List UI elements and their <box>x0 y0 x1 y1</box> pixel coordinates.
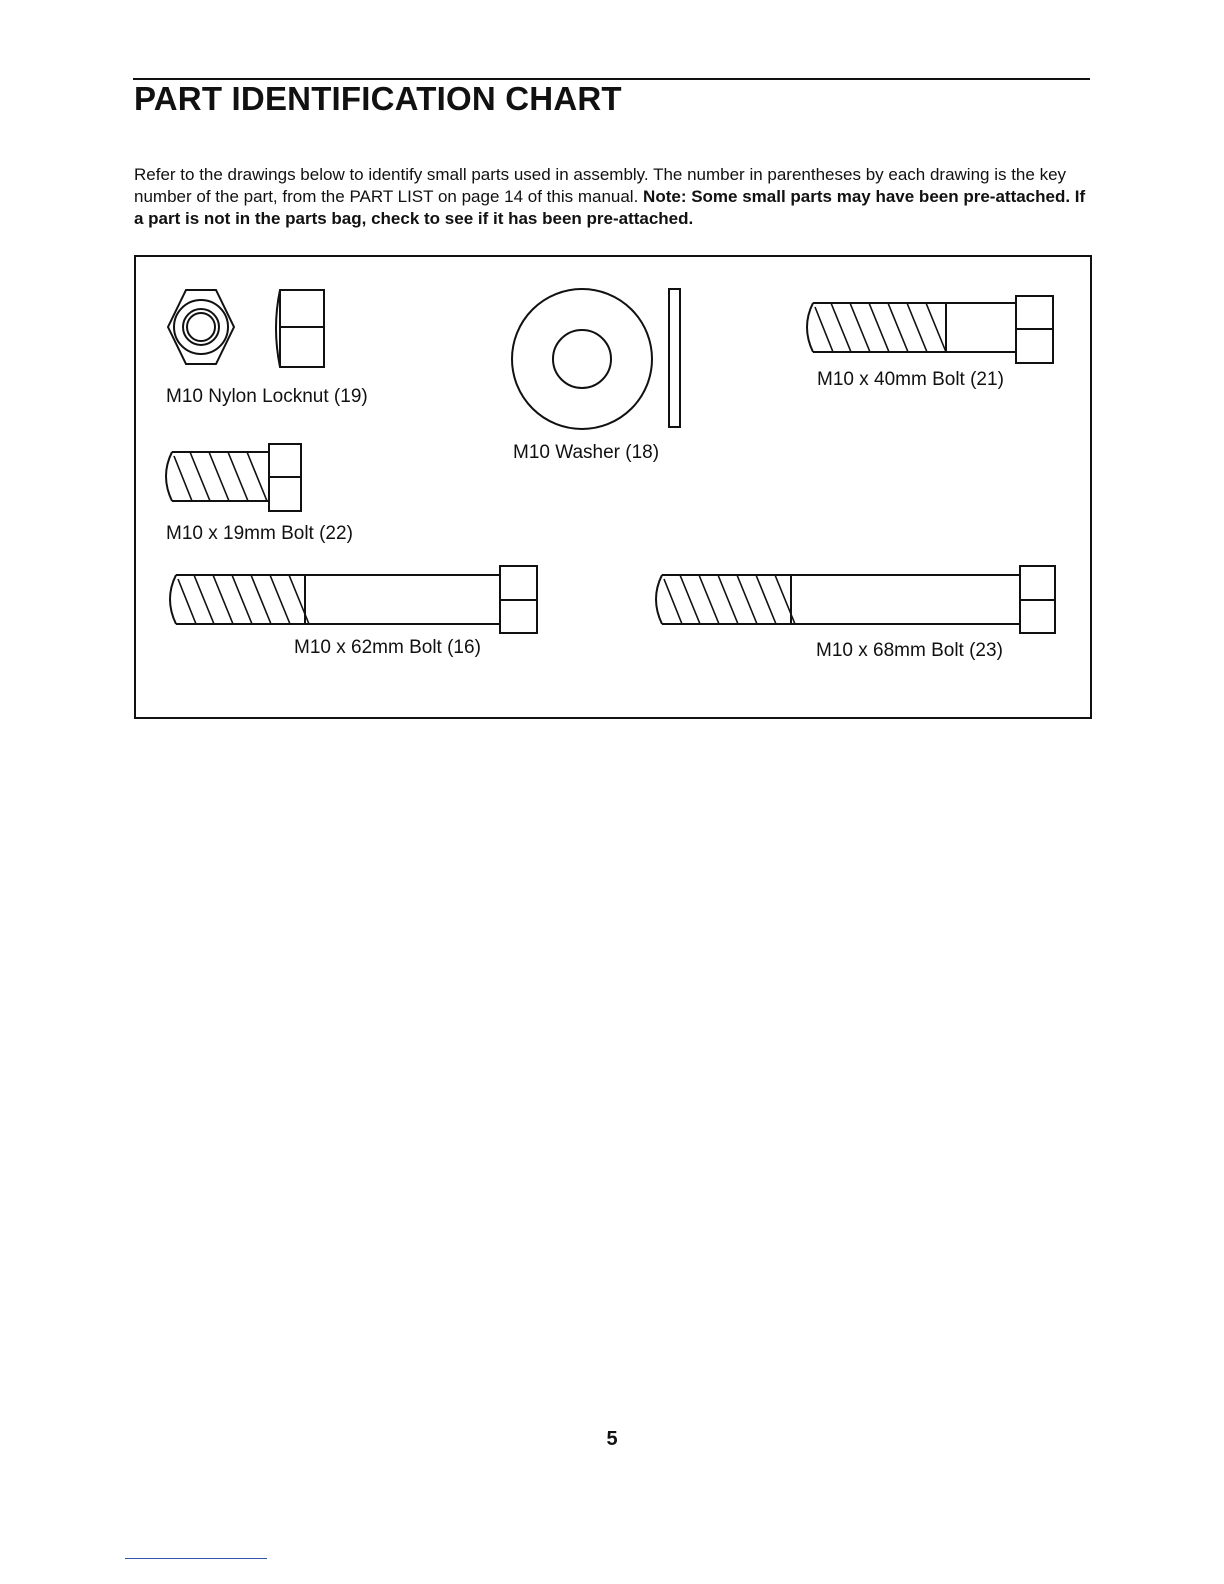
page-number: 5 <box>606 1428 618 1450</box>
bolt-19-label: M10 x 19mm Bolt (22) <box>166 523 353 544</box>
parts-chart <box>134 255 1092 719</box>
bolt-40-icon <box>801 295 1061 369</box>
bolt-19-icon <box>160 442 310 512</box>
locknut-icon <box>166 287 326 373</box>
washer-icon <box>512 285 692 433</box>
bolt-68-icon <box>650 563 1060 637</box>
bolt-62-label: M10 x 62mm Bolt (16) <box>294 637 481 658</box>
washer-label: M10 Washer (18) <box>513 442 660 463</box>
bolt-68-label: M10 x 68mm Bolt (23) <box>816 640 1003 661</box>
locknut-label: M10 Nylon Locknut (19) <box>166 386 368 407</box>
footer-rule <box>125 1558 267 1559</box>
intro-paragraph <box>134 164 1094 230</box>
bolt-40-label: M10 x 40mm Bolt (21) <box>817 369 1004 390</box>
intro-note: Note: Some small parts may have been pre-attached. If a part is not in the parts bag, check to see if it has been pre-attached. <box>134 187 1086 228</box>
bolt-62-icon <box>164 563 544 637</box>
intro-text: Refer to the drawings below to identify small parts used in assembly. The number in parentheses by each drawing is the key number of the part, from the PART LIST on page 14 of this manual. <box>134 165 1067 206</box>
page-title: PART IDENTIFICATION CHART <box>134 80 622 117</box>
